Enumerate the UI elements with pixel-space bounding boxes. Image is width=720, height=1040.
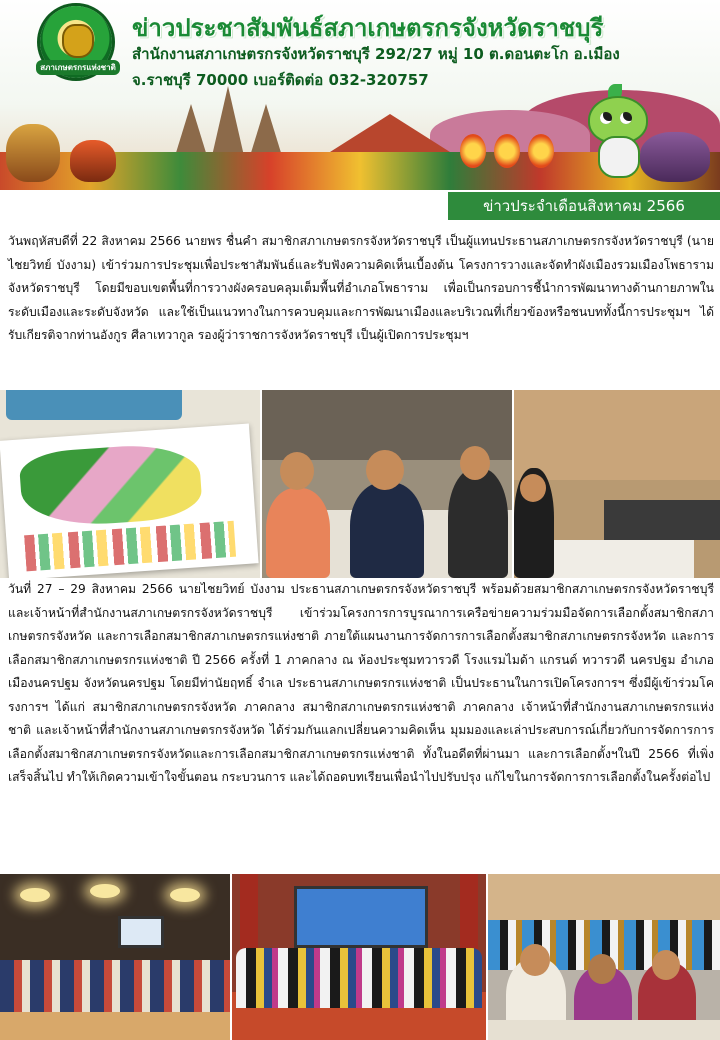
article-2-text: วันที่ 27 – 29 สิงหาคม 2566 นายไชยวิทย์ บังงาม ประธานสภาเกษตรกรจังหวัดราชบุรี พร้อมด้วยสมาชิกสภาเกษตรกรจังหวัดราชบุรี และเจ้าหน้าที่สำนักงานสภาเกษตรกรจังหวัดราชบุรี เข้าร่วมโครงการการบูรณาการเครือข่ายความร่วมมือจัดการเลือกตั้งสมาชิกสภาเกษตรกรจังหวัด และการเลือกสมาชิกสภาเกษตรกรแห่งชาติ ภายใต้แผนงานการจัดการการเลือกตั้งสมาชิกสภาเกษตรกรจังหวัด และการเลือกสมาชิกสภาเกษตรกรแห่งชาติ ปี 2566 ครั้งที่ 1 ภาคกลาง ณ ห้องประชุมทวารวดี โรงแรมไมด้า แกรนด์ ทวารวดี นครปฐม อำเภอเมืองนครปฐม จังหวัดนครปฐม โดยมีท่านัยฤทธิ์ จำเล ประธานสภาเกษตรกรแห่งชาติ เป็นประธานในการเปิดโครงการฯ ซึ่งมีผู้เข้าร่วมโครงการฯ ได้แก่ สมาชิกสภาเกษตรกรจังหวัด ภาคกลาง สมาชิกสภาเกษตรกรแห่งชาติ ภาคกลาง เจ้าหน้าที่สำนักงานสภาเกษตรกรแห่งชาติ และเจ้าหน้าที่สำนักงานสภาเกษตรกรจังหวัด ได้ร่วมกันแลกเปลี่ยนความคิดเห็น มุมมองและเล่าประสบการณ์เกี่ยวกับการจัดการการเลือกตั้งสมาชิกสภาเกษตรกรจังหวัดและการเลือกสมาชิกสภาเกษตรกรแห่งชาติ ทั้งในอดีตที่ผ่านมา และการเลือกตั้งฯในปี 2566 ที่เพิ่งเสร็จสิ้นไป ทำให้เกิดความเข้าใจขั้นตอน กระบวนการ และได้ถอดบทเรียนเพื่อนำไปปรับปรุง แก้ไขในการจัดการการเลือกตั้งในครั้งต่อไป bbox=[8, 582, 714, 784]
group-people-shape bbox=[236, 948, 482, 1008]
photo-conference-room bbox=[514, 390, 720, 578]
attendee-shape bbox=[448, 468, 508, 578]
photo-meeting-table bbox=[262, 390, 512, 578]
pavilion-roof-icon bbox=[330, 114, 450, 152]
wall-shape bbox=[488, 874, 720, 924]
attendee-shape bbox=[350, 482, 424, 578]
banner-scenery bbox=[0, 84, 720, 190]
mascot-eye bbox=[600, 112, 612, 124]
address-line-2: จ.ราชบุรี 70000 เบอร์ติดต่อ 032-320757 bbox=[132, 71, 429, 89]
projector-screen bbox=[118, 916, 164, 948]
lantern-icon bbox=[528, 134, 554, 168]
attendee-shape bbox=[266, 488, 330, 578]
attendee-head bbox=[460, 446, 490, 480]
article-1-text: วันพฤหัสบดีที่ 22 สิงหาคม 2566 นายพร ชื่นคำ สมาชิกสภาเกษตรกรจังหวัดราชบุรี เป็นผู้แทนประธานสภาเกษตรกรจังหวัดราชบุรี (นายไชยวิทย์ บังงาม) เข้าร่วมการประชุมเพื่อประชาสัมพันธ์และรับฟังความคิดเห็นเบื้องต้น โครงการวางและจัดทำผังเมืองรวมเมืองโพธาราม จังหวัดราชบุรี โดยมีขอบเขตพื้นที่การวางผังครอบคลุมเต็มพื้นที่อำเภอโพธาราม เพื่อเป็นกรอบการชี้นำการพัฒนาทางด้านกายภาพในระดับเมืองและระดับจังหวัด และใช้เป็นแนวทางในการควบคุมและการพัฒนาเมืองและบริเวณที่เกี่ยวข้องหรือชนบททั้งนี้การประชุมฯ ได้รับเกียรติจากท่านอังกูร ศีลาเทวากูล รองผู้ว่าราชการจังหวัดราชบุรี เป็นผู้เปิดการประชุมฯ bbox=[8, 234, 714, 342]
lantern-icon bbox=[494, 134, 520, 168]
chandelier-icon bbox=[90, 884, 120, 898]
photo-audience bbox=[488, 874, 720, 1040]
mascot-eye bbox=[620, 112, 632, 124]
mascot-icon bbox=[580, 96, 650, 176]
chandelier-icon bbox=[170, 888, 200, 902]
mascot-body bbox=[598, 136, 640, 178]
pottery-icon bbox=[70, 140, 116, 182]
attendee-head bbox=[280, 452, 314, 490]
attendee-head bbox=[588, 954, 616, 984]
header-banner bbox=[0, 0, 720, 190]
map-land-shape bbox=[18, 441, 203, 529]
temple-icon bbox=[212, 86, 244, 156]
attendee-head bbox=[652, 950, 680, 980]
pottery-icon bbox=[640, 132, 710, 182]
page-title: ข่าวประชาสัมพันธ์สภาเกษตรกรจังหวัดราชบุรี bbox=[132, 14, 604, 42]
logo-text: สภาเกษตรกรแห่งชาติ bbox=[36, 60, 120, 75]
table-shape bbox=[534, 540, 694, 578]
table-shape bbox=[0, 1012, 230, 1040]
attendee-head bbox=[520, 474, 546, 502]
wall-shape bbox=[514, 390, 720, 480]
map-legend-shape bbox=[24, 521, 236, 572]
photo-city-plan-map bbox=[0, 390, 260, 578]
pottery-icon bbox=[6, 124, 60, 182]
table-shape bbox=[604, 500, 720, 540]
logo-caption bbox=[36, 60, 120, 78]
chandelier-icon bbox=[20, 888, 50, 902]
folder-shape bbox=[6, 390, 182, 420]
address-line-1: สำนักงานสภาเกษตรกรจังหวัดราชบุรี 292/27 หมู่ 10 ต.ดอนตะโก อ.เมือง bbox=[132, 45, 620, 63]
logo-emblem bbox=[62, 24, 94, 58]
projector-screen bbox=[294, 886, 428, 948]
table-shape bbox=[488, 1020, 720, 1040]
month-badge: ข่าวประจำเดือนสิงหาคม 2566 bbox=[448, 192, 720, 220]
photo-group-standing bbox=[232, 874, 486, 1040]
attendee-head bbox=[366, 450, 404, 490]
map-sheet bbox=[0, 423, 259, 578]
attendee-head bbox=[520, 944, 550, 976]
temple-icon bbox=[175, 104, 207, 156]
lantern-icon bbox=[460, 134, 486, 168]
temple-icon bbox=[250, 104, 282, 156]
photo-seminar-hall bbox=[0, 874, 230, 1040]
